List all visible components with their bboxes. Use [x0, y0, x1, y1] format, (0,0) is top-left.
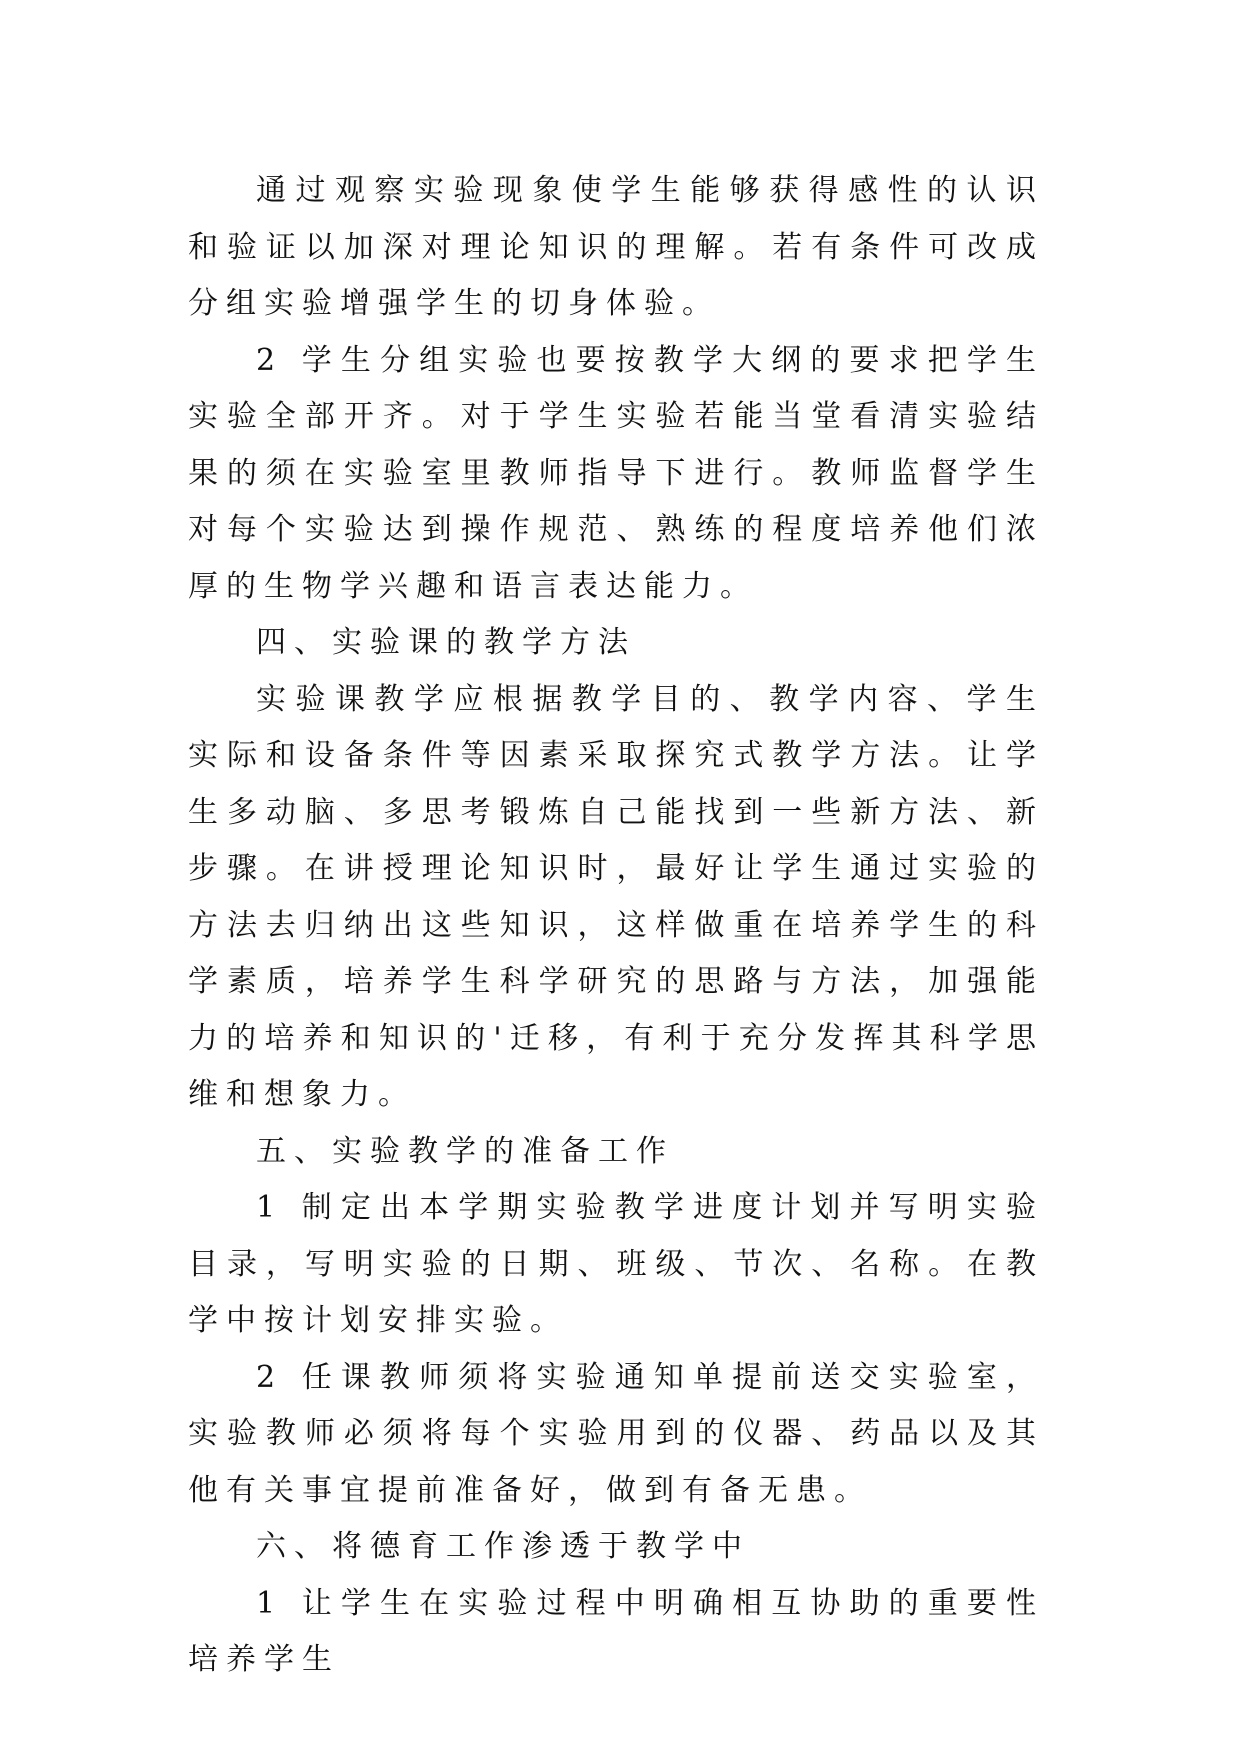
- text-line: 锻炼自己能找到一些新方法、新步骤。在讲授理论知识时，: [188, 794, 1045, 886]
- paragraph: [188, 1350, 1044, 1520]
- text-line: 五、实验教学的准备工作: [256, 1133, 674, 1169]
- paragraph: [188, 163, 1044, 333]
- paragraph: [188, 672, 1044, 1124]
- text-line: 2 学生分组实验也要按教学大纲的要求把学生实验全部: [188, 342, 1044, 434]
- text-line: 强能力的培养和知识的'迁移，有利于充分发挥其科学思维: [188, 964, 1045, 1112]
- text-line: 以加深对理论知识的理解。若有条件可改成分组实验增强学: [188, 229, 1045, 321]
- paragraph: [188, 1180, 1044, 1350]
- section-heading: [188, 1124, 1044, 1181]
- document-body: [188, 163, 1044, 1689]
- text-line: 熟练的程度培养他们浓厚的生物学兴趣和语言表达能力。: [188, 512, 1045, 604]
- paragraph: [188, 333, 1044, 616]
- text-line: 培养学生的科学素质，培养学生科学研究的思路与方法，加: [188, 907, 1045, 999]
- text-line: 1 制定出本学期实验教学进度计划并写明实验目录，写: [188, 1190, 1044, 1282]
- text-line: 四、实验课的教学方法: [256, 625, 636, 660]
- text-line: 生的切身体验。: [454, 286, 720, 321]
- section-heading: [188, 615, 1044, 672]
- text-line: 备条件等因素采取探究式教学方法。让学生多动脑、多思考: [188, 738, 1045, 830]
- text-line: 验。: [492, 1303, 568, 1338]
- text-line: 必须将每个实验用到的仪器、药品以及其他有关事宜提前准: [188, 1416, 1045, 1508]
- text-line: 实验课教学应根据教学目的、教学内容、学生实际和设: [188, 681, 1044, 773]
- text-line: 六、将德育工作渗透于教学中: [256, 1529, 750, 1564]
- text-line: 1 让学生在实验过程中明确相互协助的重要性培养学生: [188, 1585, 1044, 1677]
- section-heading: [188, 1519, 1044, 1576]
- text-line: 最好让学生通过实验的方法去归纳出这些知识，这样做重在: [188, 851, 1045, 943]
- text-line: 备好，做到有备无患。: [492, 1472, 872, 1508]
- text-line: 通过观察实验现象使学生能够获得感性的认识和验证: [188, 173, 1044, 265]
- text-line: 开齐。对于学生实验若能当堂看清实验结果的须在实验室里: [188, 399, 1045, 491]
- paragraph: [188, 1576, 1044, 1689]
- text-line: 明实验的日期、班级、节次、名称。在教学中按计划安排实: [188, 1246, 1045, 1338]
- text-line: 教师指导下进行。教师监督学生对每个实验达到操作规范、: [188, 455, 1045, 547]
- text-line: 2 任课教师须将实验通知单提前送交实验室，实验教师: [188, 1359, 1044, 1451]
- text-line: 和想象力。: [226, 1077, 416, 1112]
